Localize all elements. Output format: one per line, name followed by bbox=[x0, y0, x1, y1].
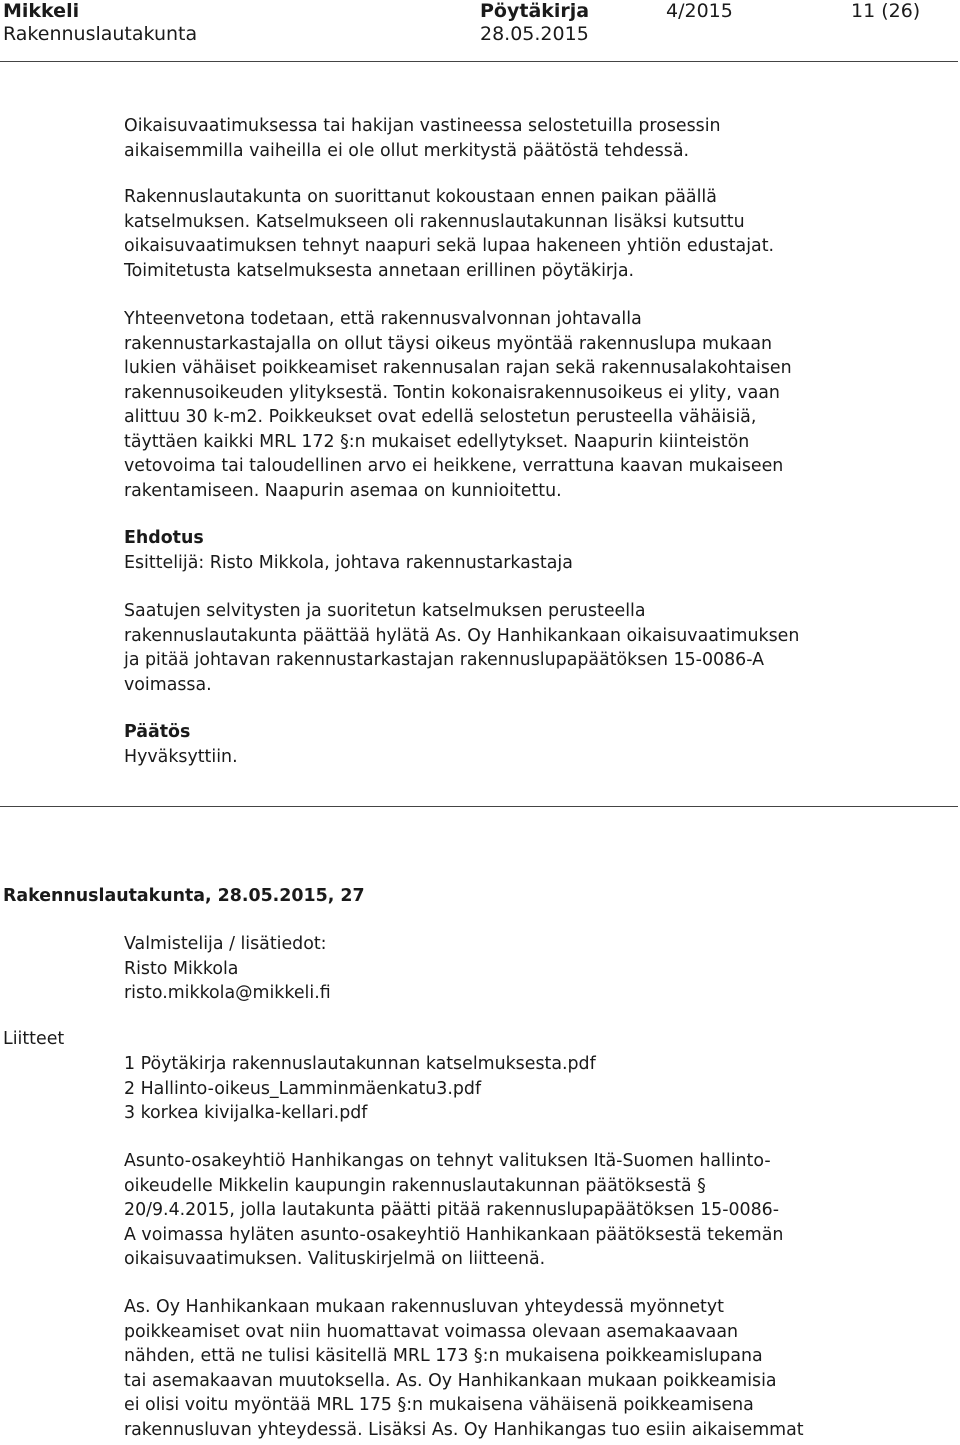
paragraph-prior-stages: Oikaisuvaatimuksessa tai hakijan vastineessa selostetuilla prosessin aikaisemmilla vaiheilla ei ole ollut merkitystä päätöstä tehdessä. bbox=[124, 116, 721, 161]
header-page-number: 11 (26) bbox=[851, 0, 921, 22]
paragraph-summary: Yhteenvetona todetaan, että rakennusvalvonnan johtavalla rakennustarkastajalla on ollut täysi oikeus myöntää rakennuslupa mukaan lukien vähäiset poikkeamiset rakennusalan rajan sekä rakennusalakohtaisen rakennusoikeuden ylityksestä. Tontin kokonaisrakennusoikeus ei ylity, vaan alittuu 30 k-m2. Poikkeukset ovat edellä selostetun perusteella vähäisiä, täyttäen kaikki MRL 172 §:n mukaiset edellytykset. Naapurin kiinteistön vetovoima tai taloudellinen arvo ei heikkene, verrattuna kaavan mukaiseen rakentamiseen. Naapurin asemaa on kunnioitettu. bbox=[124, 309, 792, 501]
attachments-label: Liitteet bbox=[3, 1029, 65, 1049]
paragraph-appeal: Asunto-osakeyhtiö Hanhikangas on tehnyt valituksen Itä-Suomen hallinto- oikeudelle Mikkelin kaupungin rakennuslautakunnan päätöksestä § 20/9.4.2015, jolla lautakunta päätti pitää rakennuslupapäätöksen 15-0086- A voimassa hyläten asunto-osakeyhtiö Hanhikankaan päätöksestä tekemän oikaisuvaatimuksen. Valituskirjelmä on liitteenä. bbox=[124, 1151, 784, 1269]
section-divider bbox=[0, 806, 958, 807]
decision-text: Hyväksyttiin. bbox=[124, 747, 238, 767]
section-title: Rakennuslautakunta, 28.05.2015, 27 bbox=[3, 886, 365, 906]
header-doc-number: 4/2015 bbox=[666, 0, 733, 22]
decision-heading: Päätös bbox=[124, 722, 191, 742]
header-body-name: Rakennuslautakunta bbox=[3, 23, 198, 45]
paragraph-inspection: Rakennuslautakunta on suorittanut kokoustaan ennen paikan päällä katselmuksen. Katselmukseen oli rakennuslautakunnan lisäksi kutsuttu oikaisuvaatimuksen tehnyt naapuri sekä lupaa hakeneen yhtiön edustajat. Toimitetusta katselmuksesta annetaan erillinen pöytäkirja. bbox=[124, 187, 775, 281]
attachments-list: 1 Pöytäkirja rakennuslautakunnan katselmuksesta.pdf 2 Hallinto-oikeus_Lamminmäenkatu3.pdf 3 korkea kivijalka-kellari.pdf bbox=[124, 1054, 596, 1123]
header-doc-type: Pöytäkirja bbox=[480, 0, 590, 22]
proposal-presenter: Esittelijä: Risto Mikkola, johtava rakennustarkastaja bbox=[124, 553, 573, 573]
header-divider bbox=[0, 61, 958, 62]
preparer-info: Valmistelija / lisätiedot: Risto Mikkola risto.mikkola@mikkeli.fi bbox=[124, 934, 331, 1003]
proposal-text: Saatujen selvitysten ja suoritetun katselmuksen perusteella rakennuslautakunta päättää hylätä As. Oy Hanhikankaan oikaisuvaatimuksen ja pitää johtavan rakennustarkastajan rakennuslupapäätöksen 15-0086-A voimassa. bbox=[124, 601, 800, 695]
header-city: Mikkeli bbox=[3, 0, 80, 22]
paragraph-appeal-grounds: As. Oy Hanhikankaan mukaan rakennusluvan yhteydessä myönnetyt poikkeamiset ovat niin huomattavat voimassa olevaan asemakaavaan nähden, että ne tulisi käsitellä MRL 173 §:n mukaisena poikkeamislupana tai asemakaavan muutoksella. As. Oy Hanhikankaan mukaan poikkeamisia ei olisi voitu myöntää MRL 175 §:n mukaisena vähäisenä poikkeamisena rakennusluvan yhteydessä. Lisäksi As. Oy Hanhikangas tuo esiin aikaisemmat bbox=[124, 1297, 804, 1440]
header-date: 28.05.2015 bbox=[480, 23, 589, 45]
proposal-heading: Ehdotus bbox=[124, 528, 204, 548]
